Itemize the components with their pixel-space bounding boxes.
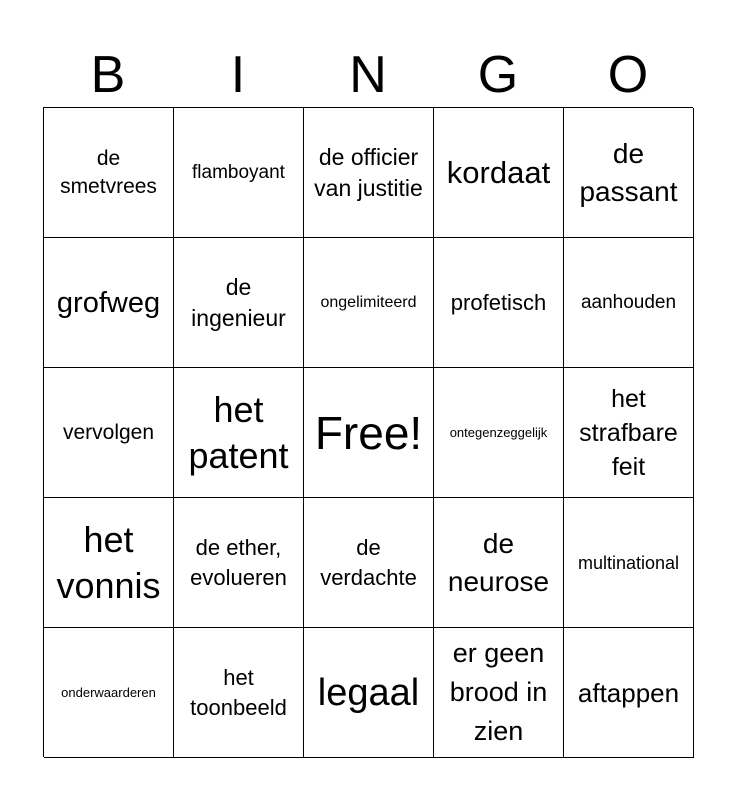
bingo-header	[43, 44, 693, 106]
bingo-cell-r0-c3[interactable]	[434, 108, 564, 238]
bingo-board	[43, 107, 693, 757]
cell-text: aanhouden	[580, 291, 677, 313]
cell-text: de ingenieur	[191, 273, 286, 331]
cell-text: de smetvrees	[60, 146, 157, 198]
cell-text: de neurose	[447, 527, 550, 597]
free-space-text: Free!	[314, 406, 423, 459]
free-space[interactable]	[304, 368, 434, 498]
cell-text: kordaat	[446, 154, 551, 190]
bingo-cell-r4-c2[interactable]	[304, 628, 434, 758]
bingo-cell-r2-c4[interactable]	[564, 368, 694, 498]
cell-text: het patent	[188, 388, 289, 476]
cell-text: ongelimiteerd	[320, 293, 417, 311]
bingo-cell-r4-c4[interactable]	[564, 628, 694, 758]
header-letter-g: G	[477, 46, 519, 104]
bingo-cell-r3-c2[interactable]	[304, 498, 434, 628]
bingo-cell-r0-c2[interactable]	[304, 108, 434, 238]
bingo-cell-r4-c0[interactable]	[44, 628, 174, 758]
cell-text: het toonbeeld	[190, 664, 287, 720]
cell-text: het vonnis	[56, 518, 161, 606]
bingo-cell-r1-c1[interactable]	[174, 238, 304, 368]
cell-text: de passant	[579, 137, 678, 207]
bingo-cell-r3-c0[interactable]	[44, 498, 174, 628]
bingo-cell-r0-c4[interactable]	[564, 108, 694, 238]
cell-text: flamboyant	[192, 161, 285, 183]
cell-text: onderwaarderen	[61, 684, 156, 700]
cell-text: multinational	[577, 552, 680, 573]
bingo-cell-r1-c0[interactable]	[44, 238, 174, 368]
cell-text: profetisch	[450, 289, 547, 315]
cell-text: er geen brood in zien	[449, 638, 548, 746]
cell-text: de verdachte	[320, 534, 417, 590]
header-letter-b: B	[90, 46, 126, 104]
cell-text: legaal	[317, 671, 420, 714]
cell-text: ontegenzeggelijk	[449, 424, 548, 440]
cell-text: vervolgen	[62, 420, 155, 444]
cell-text: het strafbare feit	[579, 384, 678, 481]
bingo-cell-r2-c1[interactable]	[174, 368, 304, 498]
bingo-cell-r3-c4[interactable]	[564, 498, 694, 628]
bingo-cell-r4-c3[interactable]	[434, 628, 564, 758]
cell-text: grofweg	[56, 286, 161, 319]
cell-text: de ether, evolueren	[190, 534, 287, 590]
bingo-cell-r4-c1[interactable]	[174, 628, 304, 758]
bingo-cell-r3-c3[interactable]	[434, 498, 564, 628]
header-letter-i: I	[230, 46, 246, 104]
bingo-cell-r1-c4[interactable]	[564, 238, 694, 368]
bingo-cell-r2-c3[interactable]	[434, 368, 564, 498]
header-letter-n: N	[349, 46, 387, 104]
bingo-cell-r1-c2[interactable]	[304, 238, 434, 368]
bingo-cell-r1-c3[interactable]	[434, 238, 564, 368]
cell-text: de officier van justitie	[314, 143, 423, 201]
cell-text: aftappen	[577, 677, 680, 708]
bingo-cell-r3-c1[interactable]	[174, 498, 304, 628]
header-letter-o: O	[607, 46, 649, 104]
bingo-cell-r2-c0[interactable]	[44, 368, 174, 498]
bingo-cell-r0-c1[interactable]	[174, 108, 304, 238]
bingo-cell-r0-c0[interactable]	[44, 108, 174, 238]
